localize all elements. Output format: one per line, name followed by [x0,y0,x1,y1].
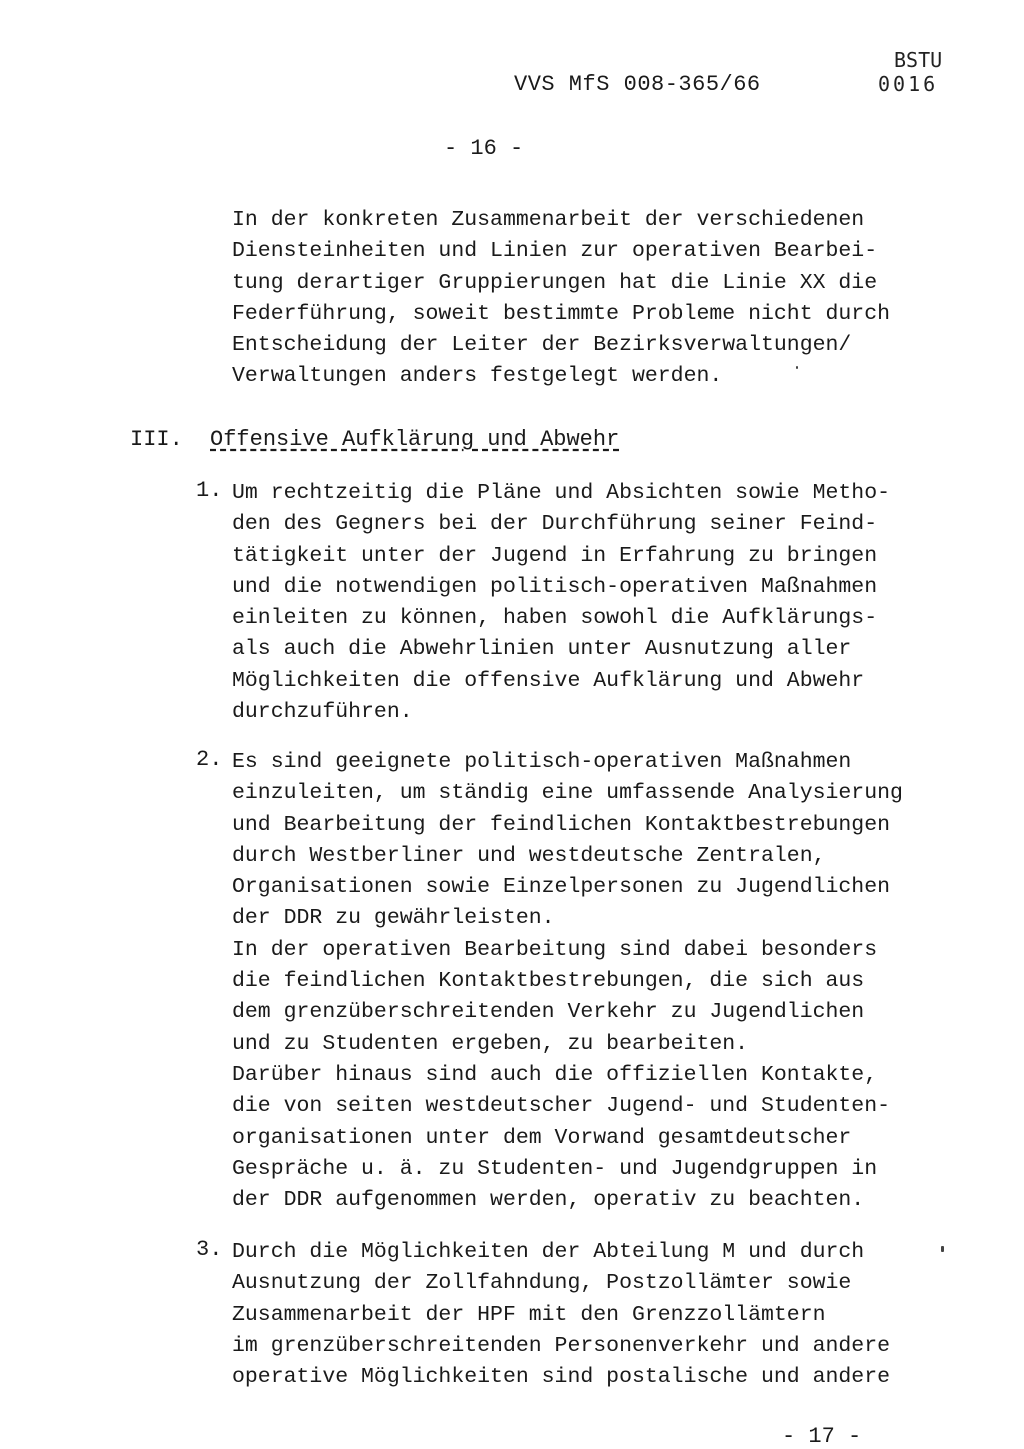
text-line: Um rechtzeitig die Pläne und Absichten sowie Metho- [232,481,891,505]
section-number: III. [130,427,183,452]
text-line: In der operativen Bearbeitung sind dabei besonders [232,937,878,962]
list-item-3 [232,1237,890,1393]
text-line: einzuleiten, um ständig eine umfassende Analysierung [232,781,903,806]
text-line: Es sind geeignete politisch-operativen Maßnahmen [232,750,852,774]
stamp-label: BSTU [894,48,943,72]
text-line: und zu Studenten ergeben, zu bearbeiten. [232,1031,749,1056]
text-line: Gespräche u. ä. zu Studenten- und Jugendgruppen in [232,1156,878,1181]
text-line: als auch die Abwehrlinien unter Ausnutzung aller [232,637,852,662]
paper-speck [796,366,798,369]
text-line: und die notwendigen politisch-operativen Maßnahmen [232,574,878,599]
text-line: Federführung, soweit bestimmte Probleme nicht durch [232,301,891,326]
text-line: Darüber hinaus sind auch die offiziellen Kontakte, [232,1062,878,1087]
paragraph-intro [232,205,890,393]
text-line: durch Westberliner und westdeutsche Zentralen, [232,843,826,868]
list-item-2 [232,747,903,1216]
text-line: einleiten zu können, haben sowohl die Aufklärungs- [232,606,878,631]
text-line: den des Gegners bei der Durchführung seiner Feind- [232,512,878,537]
text-line: In der konkreten Zusammenarbeit der verschiedenen [232,208,865,232]
text-line: und Bearbeitung der feindlichen Kontaktbestrebungen [232,812,891,837]
text-line: durchzuführen. [232,700,413,725]
next-page-number: - 17 - [782,1424,862,1449]
text-line: die feindlichen Kontaktbestrebungen, die sich aus [232,969,865,994]
text-line: Verwaltungen anders festgelegt werden. [232,364,723,389]
paper-speck [941,1246,944,1252]
text-line: Diensteinheiten und Linien zur operativen Bearbei- [232,239,878,264]
text-line: Organisationen sowie Einzelpersonen zu Jugendlichen [232,875,891,900]
section-heading [130,427,619,452]
text-line: der DDR aufgenommen werden, operativ zu beachten. [232,1188,865,1213]
archive-stamp [878,48,942,96]
item-marker: 3. [196,1237,223,1262]
text-line: der DDR zu gewährleisten. [232,906,555,931]
item-marker: 2. [196,747,223,772]
text-line: organisationen unter dem Vorwand gesamtdeutscher [232,1125,852,1150]
document-reference: VVS MfS 008-365/66 [514,72,761,97]
page-number: - 16 - [444,136,524,161]
text-line: operative Möglichkeiten sind postalische und andere [232,1365,891,1390]
text-line: im grenzüberschreitenden Personenverkehr und andere [232,1333,891,1358]
text-line: tätigkeit unter der Jugend in Erfahrung zu bringen [232,543,878,568]
text-line: Möglichkeiten die offensive Aufklärung und Abwehr [232,668,865,693]
text-line: Durch die Möglichkeiten der Abteilung M und durch [232,1240,865,1264]
stamp-page-number: 0016 [878,72,939,96]
text-line: Ausnutzung der Zollfahndung, Postzollämter sowie [232,1271,852,1296]
text-line: Entscheidung der Leiter der Bezirksverwaltungen/ [232,333,852,358]
item-marker: 1. [196,478,223,503]
section-title: Offensive Aufklärung und Abwehr [210,427,620,452]
text-line: die von seiten westdeutscher Jugend- und Studenten- [232,1094,891,1119]
text-line: dem grenzüberschreitenden Verkehr zu Jugendlichen [232,1000,865,1025]
text-line: Zusammenarbeit der HPF mit den Grenzzollämtern [232,1302,826,1327]
list-item-1 [232,478,890,728]
text-line: tung derartiger Gruppierungen hat die Linie XX die [232,270,878,295]
